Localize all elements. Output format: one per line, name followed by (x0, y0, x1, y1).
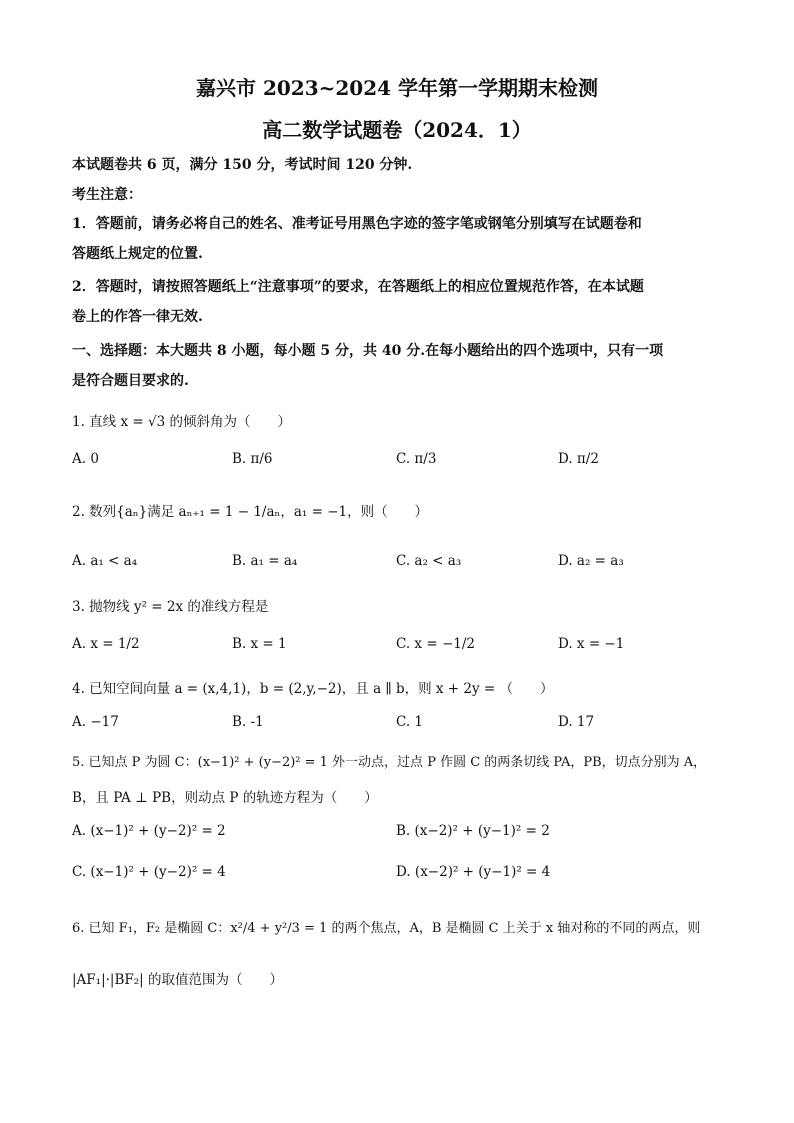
question-5-option-a: A. (x−1)² + (y−2)² = 2 (72, 823, 226, 839)
question-3-option-d: D. x = −1 (558, 636, 625, 652)
question-1-option-a: A. 0 (72, 451, 99, 467)
question-4-option-d: D. 17 (558, 714, 595, 730)
question-4-stem: 4. 已知空间向量 a = (x,4,1)，b = (2,y,−2)，且 a ∥ b，则 x + 2y = （ ） (72, 681, 554, 697)
question-6-stem-line-2: |AF₁|·|BF₂| 的取值范围为（ ） (72, 972, 284, 988)
question-2-option-b: B. a₁ = a₄ (232, 553, 298, 569)
note-1-line-2: 答题纸上规定的位置. (72, 246, 203, 262)
question-5-stem-line-1: 5. 已知点 P 为圆 C：(x−1)² + (y−2)² = 1 外一动点，过点 P 作圆 C 的两条切线 PA，PB，切点分别为 A， (72, 755, 707, 770)
question-4-option-b: B. -1 (232, 714, 264, 730)
note-2-line-1: 2．答题时，请按照答题纸上“注意事项”的要求，在答题纸上的相应位置规范作答，在本试题 (72, 279, 644, 295)
question-5-option-c: C. (x−1)² + (y−2)² = 4 (72, 864, 226, 880)
intro-text: 本试题卷共 6 页，满分 150 分，考试时间 120 分钟. (72, 157, 413, 173)
question-2-option-c: C. a₂ < a₃ (396, 553, 462, 569)
question-1-option-b: B. π/6 (232, 451, 273, 467)
question-5-option-d: D. (x−2)² + (y−1)² = 4 (396, 864, 551, 880)
note-2-line-2: 卷上的作答一律无效. (72, 309, 203, 325)
question-1-option-c: C. π/3 (396, 451, 437, 467)
notes-heading: 考生注意： (72, 187, 142, 203)
question-3-option-b: B. x = 1 (232, 636, 287, 652)
exam-title: 嘉兴市 2023~2024 学年第一学期期末检测 (195, 76, 598, 100)
question-3-option-a: A. x = 1/2 (72, 636, 140, 652)
question-1-stem: 1. 直线 x = √3 的倾斜角为（ ） (72, 414, 291, 430)
question-3-stem: 3. 抛物线 y² = 2x 的准线方程是 (72, 599, 269, 615)
question-4-option-a: A. −17 (72, 714, 119, 730)
question-5-option-b: B. (x−2)² + (y−1)² = 2 (396, 823, 550, 839)
exam-subtitle: 高二数学试题卷（2024．1） (262, 118, 532, 142)
section-heading-line-2: 是符合题目要求的. (72, 373, 189, 389)
note-1-line-1: 1．答题前，请务必将自己的姓名、准考证号用黑色字迹的签字笔或钢笔分别填写在试题卷和 (72, 216, 642, 232)
question-1-option-d: D. π/2 (558, 451, 599, 467)
question-2-stem: 2. 数列{aₙ}满足 aₙ₊₁ = 1 − 1/aₙ，a₁ = −1，则（ ） (72, 504, 429, 520)
section-heading-line-1: 一、选择题：本大题共 8 小题，每小题 5 分，共 40 分.在每小题给出的四个选项中，只有一项 (72, 343, 664, 359)
question-5-stem-line-2: B，且 PA ⊥ PB，则动点 P 的轨迹方程为（ ） (72, 790, 378, 806)
question-2-option-a: A. a₁ < a₄ (72, 553, 138, 569)
question-6-stem-line-1: 6. 已知 F₁，F₂ 是椭圆 C：x²/4 + y²/3 = 1 的两个焦点，A，B 是椭圆 C 上关于 x 轴对称的不同的两点，则 (72, 921, 701, 936)
question-2-option-d: D. a₂ = a₃ (558, 553, 624, 569)
question-4-option-c: C. 1 (396, 714, 424, 730)
question-3-option-c: C. x = −1/2 (396, 636, 475, 652)
